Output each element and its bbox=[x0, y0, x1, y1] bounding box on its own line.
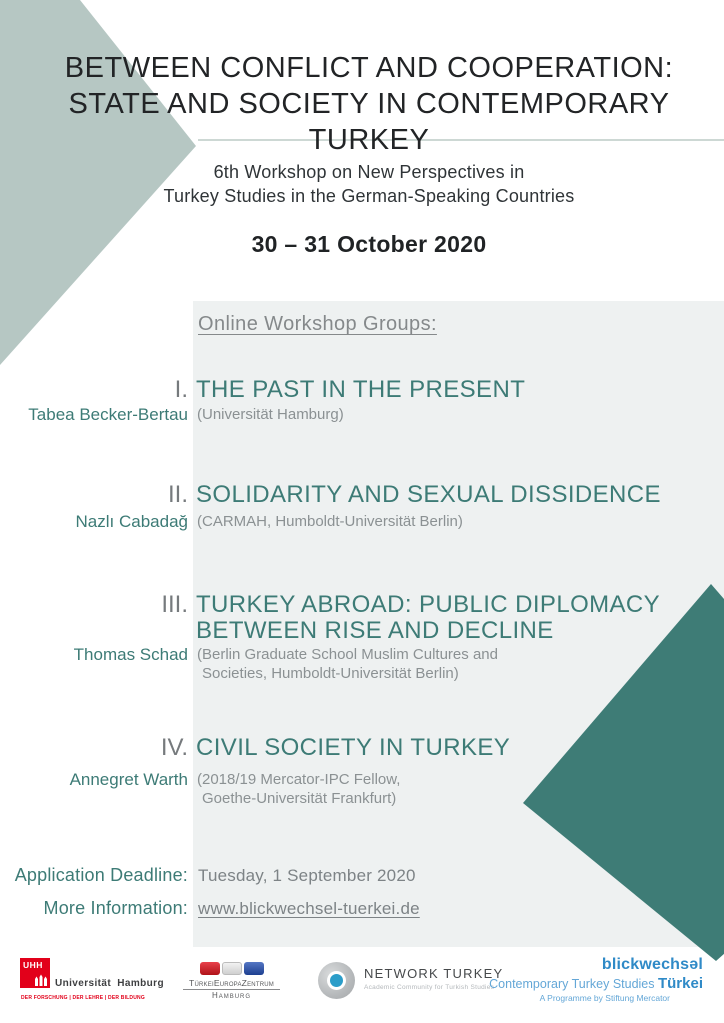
network-turkey-icon bbox=[318, 962, 355, 999]
tez-logo bbox=[183, 962, 280, 1000]
speaker-name: Thomas Schad bbox=[73, 645, 188, 664]
uhh-logo bbox=[20, 958, 50, 988]
speaker-affiliation bbox=[197, 512, 463, 531]
tez-flag-white bbox=[222, 962, 242, 975]
group-section-3 bbox=[0, 592, 724, 644]
group-numeral: III. bbox=[161, 591, 188, 618]
blickwechsel-line2 bbox=[489, 975, 703, 992]
group-numeral: I. bbox=[174, 376, 188, 403]
group-speaker-row-2 bbox=[0, 512, 724, 531]
uhh-tagline: DER FORSCHUNG | DER LEHRE | DER BILDUNG bbox=[21, 995, 145, 1001]
workshop-groups-heading: Online Workshop Groups: bbox=[198, 313, 437, 335]
group-speaker-row-4 bbox=[0, 770, 724, 808]
speaker-affiliation bbox=[197, 645, 498, 683]
uhh-abbr: UHH bbox=[23, 960, 43, 970]
uhh-name: Universität Hamburg bbox=[55, 978, 164, 989]
group-title bbox=[196, 377, 525, 403]
tez-flag-red bbox=[200, 962, 220, 975]
speaker-affiliation bbox=[197, 405, 344, 424]
group-title bbox=[196, 592, 660, 644]
group-speaker-row-1 bbox=[0, 405, 724, 424]
tez-flags-icon bbox=[183, 962, 280, 975]
group-title-line1: CIVIL SOCIETY IN TURKEY bbox=[196, 734, 511, 761]
speaker-affiliation bbox=[197, 770, 400, 808]
blickwechsel-line2-bold: Türkei bbox=[657, 975, 703, 992]
deadline-label: Application Deadline: bbox=[14, 865, 188, 885]
speaker-name: Annegret Warth bbox=[69, 770, 188, 789]
tez-flag-blue bbox=[244, 962, 264, 975]
blickwechsel-name: blickwechsəl bbox=[601, 956, 703, 973]
group-section-4 bbox=[0, 735, 724, 761]
castle-icon bbox=[34, 974, 48, 986]
info-url-link[interactable]: www.blickwechsel-tuerkei.de bbox=[198, 899, 420, 918]
affiliation-line2: Goethe-Universität Frankfurt) bbox=[202, 790, 397, 807]
affiliation-line1: (Berlin Graduate School Muslim Cultures and bbox=[197, 646, 498, 663]
more-information-row bbox=[0, 898, 724, 919]
group-title bbox=[196, 482, 661, 508]
group-speaker-row-3 bbox=[0, 645, 724, 683]
deadline-value: Tuesday, 1 September 2020 bbox=[198, 866, 416, 885]
speaker-name: Nazlı Cabadağ bbox=[75, 512, 188, 531]
network-turkey-tagline: Academic Community for Turkish Studies bbox=[364, 984, 495, 991]
poster-title bbox=[14, 50, 724, 158]
blickwechsel-line2-light: Contemporary Turkey Studies bbox=[489, 977, 658, 991]
poster-title-line2: STATE AND SOCIETY IN CONTEMPORARY TURKEY bbox=[68, 88, 670, 156]
poster-subtitle bbox=[14, 160, 724, 208]
affiliation-line1: (CARMAH, Humboldt-Universität Berlin) bbox=[197, 513, 463, 530]
network-icon-dot bbox=[330, 974, 343, 987]
poster-subtitle-line2: Turkey Studies in the German-Speaking Countries bbox=[163, 186, 575, 206]
tez-city: Hamburg bbox=[211, 991, 252, 1000]
group-section-2 bbox=[0, 482, 724, 508]
group-title-line1: THE PAST IN THE PRESENT bbox=[196, 376, 526, 403]
group-section-1 bbox=[0, 377, 724, 403]
affiliation-line1: (2018/19 Mercator-IPC Fellow, bbox=[197, 771, 401, 788]
tez-name: TürkeiEuropaZentrum bbox=[183, 978, 280, 990]
poster-subtitle-line1: 6th Workshop on New Perspectives in bbox=[213, 162, 525, 182]
group-title-line2: BETWEEN RISE AND DECLINE bbox=[196, 617, 554, 644]
affiliation-line1: (Universität Hamburg) bbox=[197, 406, 344, 423]
network-turkey-name: NETWORK TURKEY bbox=[364, 966, 504, 981]
group-title bbox=[196, 735, 510, 761]
group-title-line1: SOLIDARITY AND SEXUAL DISSIDENCE bbox=[196, 481, 661, 508]
event-date: 30 – 31 October 2020 bbox=[251, 231, 487, 257]
blickwechsel-logo bbox=[489, 956, 703, 1003]
blickwechsel-tagline: A Programme by Stiftung Mercator bbox=[539, 993, 670, 1003]
affiliation-line2: Societies, Humboldt-Universität Berlin) bbox=[202, 665, 459, 682]
application-deadline-row bbox=[0, 865, 724, 886]
group-numeral: IV. bbox=[160, 734, 188, 761]
speaker-name: Tabea Becker-Bertau bbox=[28, 405, 188, 424]
group-numeral: II. bbox=[167, 481, 188, 508]
poster-title-line1: BETWEEN CONFLICT AND COOPERATION: bbox=[64, 52, 674, 84]
info-label: More Information: bbox=[43, 898, 188, 918]
group-title-line1: TURKEY ABROAD: PUBLIC DIPLOMACY bbox=[196, 591, 661, 618]
